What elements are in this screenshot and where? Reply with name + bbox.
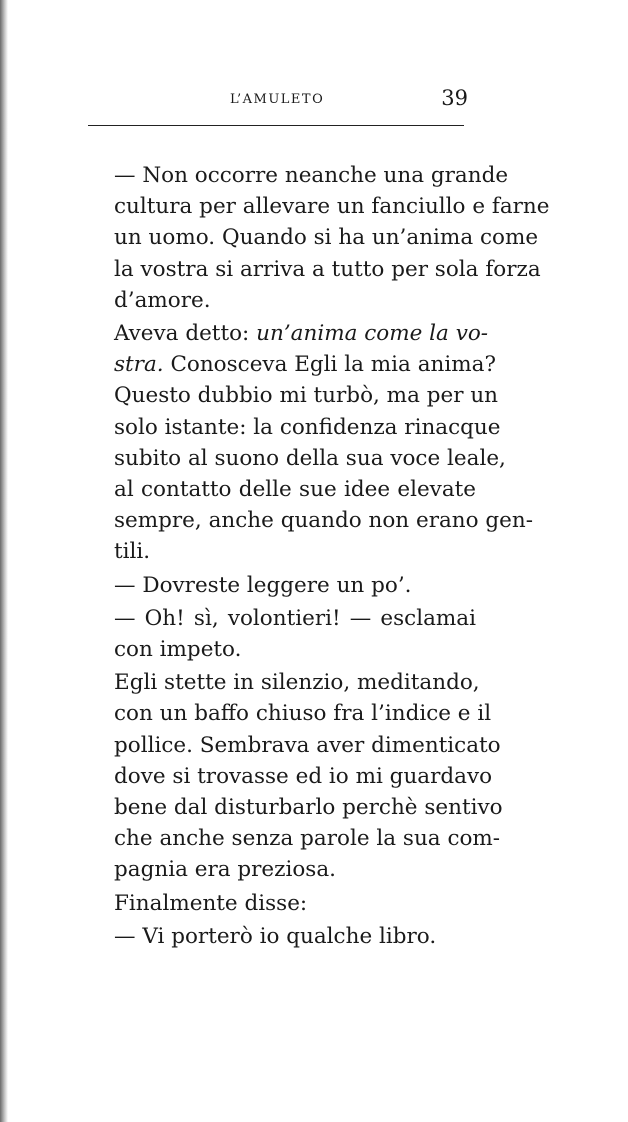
body-text [88,160,550,952]
paragraph-2 [88,318,534,568]
text-run: Aveva detto: [114,321,257,347]
page-number: 39 [441,86,468,110]
text-line: con impeto. [114,637,242,663]
text-line [88,349,496,380]
paragraph-1 [88,160,550,316]
italic-quote: un’anima come la vo- [256,321,489,347]
paragraph-6 [88,888,476,919]
text-line [88,318,489,349]
binding-edge [0,0,8,1122]
text-line: solo istante: la confidenza rinacque [114,414,501,440]
text-line: subito al suono della sua voce leale, [114,445,506,471]
page-header [88,86,468,116]
paragraph-4 [88,603,476,665]
text-line: — Oh! sì, volontieri! — esclamai [114,605,476,631]
text-line: dove si trovasse ed io mi guardavo [114,763,493,789]
text-line: — Vi porterò io qualche libro. [114,923,437,949]
text-line: d’amore. [114,287,211,313]
text-run: Conosceva Egli la mia anima? [163,352,496,378]
paragraph-5 [88,667,503,885]
text-line: bene dal disturbarlo perchè sentivo [114,795,503,821]
text-line: al contatto delle sue idee elevate [114,477,476,503]
text-line: la vostra si arriva a tutto per sola forza [114,256,541,282]
running-title: L’AMULETO [230,92,325,107]
text-line: Finalmente disse: [114,890,308,916]
paragraph-7 [88,921,476,952]
text-line: Egli stette in silenzio, meditando, [114,670,480,696]
italic-quote: stra. [114,352,164,378]
text-line: con un baffo chiuso fra l’indice e il [114,701,492,727]
text-line: cultura per allevare un fanciullo e farne [114,194,550,220]
paragraph-3 [88,570,476,601]
text-line: — Dovreste leggere un po’. [114,572,412,598]
text-line: Questo dubbio mi turbò, ma per un [114,383,499,409]
header-rule [88,125,464,126]
text-line: pollice. Sembrava aver dimenticato [114,732,501,758]
text-line: sempre, anche quando non erano gen- [114,508,534,534]
text-line: tili. [114,539,151,565]
text-line: pagnia era preziosa. [114,857,336,883]
text-line: che anche senza parole la sua com- [114,826,501,852]
text-line: un uomo. Quando si ha un’anima come [114,225,539,251]
text-line: — Non occorre neanche una grande [114,163,509,188]
